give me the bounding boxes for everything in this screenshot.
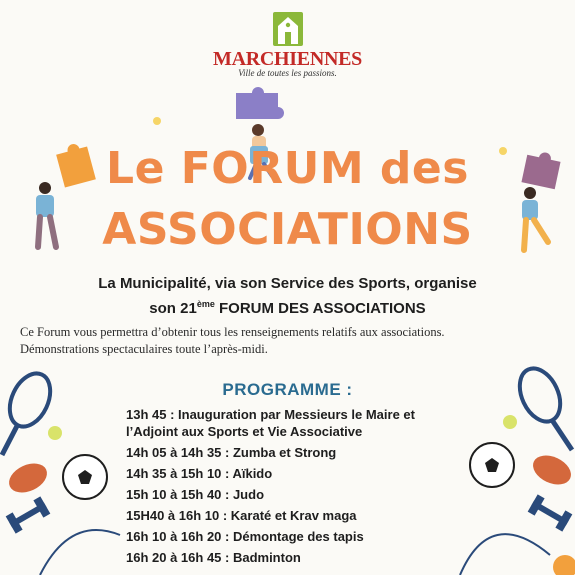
programme-item: 16h 20 à 16h 45 : Badminton: [126, 550, 301, 565]
programme-item: 15h 10 à 15h 40 : Judo: [126, 487, 265, 502]
forum-description: [20, 324, 565, 358]
programme-item: 16h 10 à 16h 20 : Démontage des tapis: [126, 529, 364, 544]
programme-item: 13h 45 : Inauguration par Messieurs le Maire et l’Adjoint aux Sports et Vie Associative: [126, 407, 415, 439]
rugby-ball-icon: [528, 450, 575, 490]
soccer-ball-icon: [63, 455, 107, 499]
tennis-ball-icon: [503, 415, 517, 429]
dumbbell-icon: [528, 494, 573, 531]
soccer-ball-icon: [470, 443, 514, 487]
programme-item: 14h 05 à 14h 35 : Zumba et Strong: [126, 445, 337, 460]
logo-tagline: Ville de toutes les passions.: [238, 68, 337, 78]
programme-item: 14h 35 à 15h 10 : Aïkido: [126, 466, 273, 481]
intro-line-1: La Municipalité, via son Service des Sports, organise: [98, 275, 477, 292]
intro-line-2-end: FORUM DES ASSOCIATIONS: [214, 300, 426, 317]
tennis-ball-icon: [48, 426, 62, 440]
tennis-racket-icon: [512, 362, 572, 450]
intro-ordinal-suffix: ème: [196, 299, 215, 309]
intro-line-2: [0, 294, 575, 319]
intro-line-2-start: son 21: [149, 300, 197, 317]
jump-rope-icon: [460, 534, 550, 575]
lightbulb-icon: [153, 117, 161, 125]
description-line-2: Démonstrations spectaculaires toute l’après-midi.: [20, 342, 268, 356]
programme-list: [126, 406, 466, 570]
puzzle-piece-icon: [236, 87, 284, 119]
rugby-ball-icon: [4, 458, 51, 498]
logo-name: MARCHIENNES: [213, 48, 362, 70]
intro-text: [0, 274, 575, 319]
basketball-icon: [553, 555, 575, 575]
jump-rope-icon: [40, 530, 120, 575]
description-line-1: Ce Forum vous permettra d’obtenir tous les renseignements relatifs aux associations.: [20, 325, 445, 339]
event-title-line-2: ASSOCIATIONS: [102, 204, 473, 255]
programme-item: 15H40 à 16h 10 : Karaté et Krav maga: [126, 508, 357, 523]
event-title-line-1: Le FORUM des: [106, 143, 469, 194]
programme-title: PROGRAMME :: [222, 380, 353, 399]
dumbbell-icon: [6, 496, 51, 533]
